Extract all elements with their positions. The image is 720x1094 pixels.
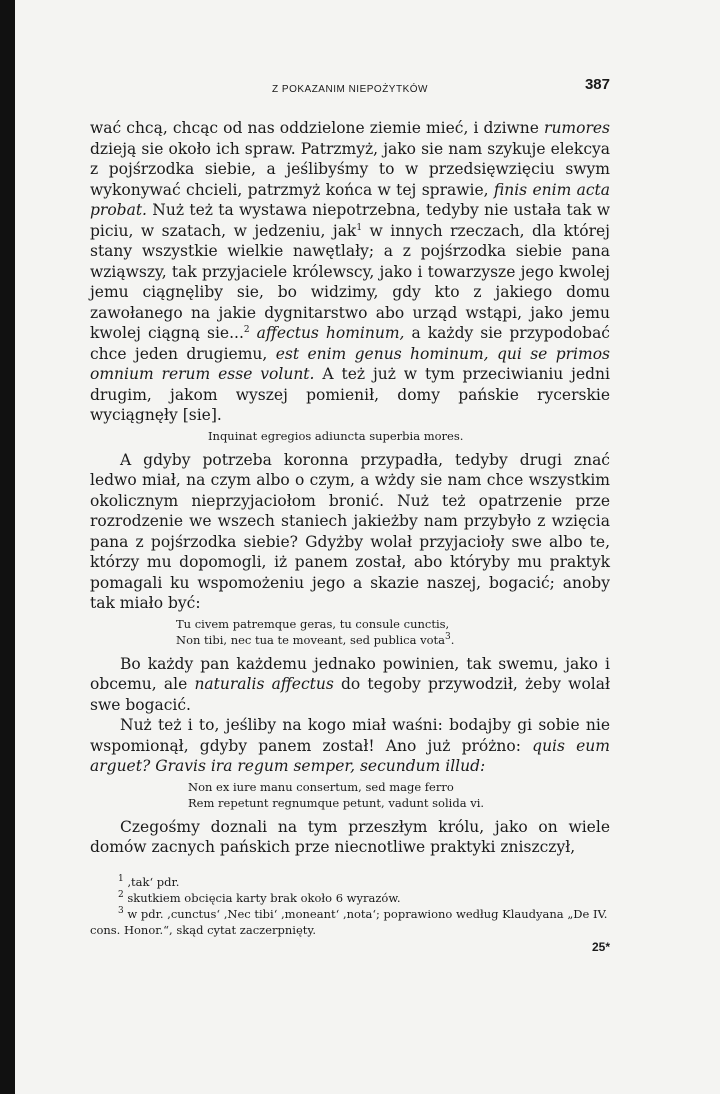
verse-quote-2 (90, 616, 610, 648)
verse-quote-3 (90, 779, 610, 811)
footnotes (90, 874, 610, 938)
running-head: Z POKAZANIM NIEPOŻYTKÓW (272, 84, 428, 95)
latin-phrase: quis eum arguet? Gravis ira regum semper, secundum illud: (90, 736, 610, 775)
verse-line: Non ex iure manu consertum, sed mage ferro (188, 779, 454, 794)
paragraph-4: Nuż też i to, jeśliby na kogo miał waśni: bodajby gi sobie nie wspomionął, gdyby panem został! Ano już próżno: quis eum arguet? Gravis ira regum semper, secundum illud: (90, 716, 610, 775)
footnote-ref-3: 3 (445, 631, 451, 642)
latin-phrase: rumores (544, 119, 610, 137)
latin-phrase: est enim genus hominum, qui se primos omnium rerum esse volunt. (90, 344, 610, 383)
verse-quote-1 (90, 428, 610, 444)
footnote-2: $^2$ skutkiem obcięcia karty brak około 6 wyrazów. (118, 889, 401, 905)
page-number: 387 (584, 76, 610, 93)
printer-signature: 25* (591, 939, 610, 954)
book-spine-edge (0, 0, 15, 1094)
verse-line: Rem repetunt regnumque petunt, vadunt solida vi. (188, 795, 485, 810)
paragraph-1: wać chcą, chcąc od nas oddzielone ziemie mieć, i dziwne rumores dzieją sie około ich spraw. Patrzmyż, jako sie nam szykuje elekcya z pojśrzodka siebie, a jeślibyśmy to w przedsięwzięciu swym wykonywać chcieli, patrzmyż końca w tej sprawie, finis enim acta probat. Nuż też ta wystawa niepotrzebna, tedyby nie ustała tak w piciu, w szatach, w jedzeniu, jak$^1$ w innych rzeczach, dla której stany wszystkie wielkie nawętlały; a z pojśrzodka siebie pana wziąwszy, tak przyjaciele królewscy, jako i towarzysze jego kwolej jemu ciągnęliby sie, bo widzimy, gdy kto z jakiego domu zawołanego na jakie dygnitarstwo abo urząd wstąpi, jako jemu kwolej ciągną sie...$^2$ affectus hominum, a każdy sie przypodobać chce jeden drugiemu, est enim genus hominum, qui se primos omnium rerum esse volunt. A też już w tym przeciwianiu jedni drugim, jakom wyszej pomienił, domy pańskie rycerskie wyciągnęły [sie]. (90, 119, 610, 424)
paragraph-5: Czegośmy doznali na tym przeszłym królu, jako on wiele domów zacnych pańskich prze niecnotliwe praktyki zniszczył, (90, 817, 610, 856)
paragraph-3: Bo każdy pan każdemu jednako powinien, tak swemu, jako i obcemu, ale naturalis affectus do tegoby przywodził, żeby wolał swe bogacić. (90, 654, 610, 714)
verse-line: Inquinat egregios adiuncta superbia mores. (208, 428, 464, 443)
verse-line: Non tibi, nec tua te moveant, sed publica vota$^3$. (176, 631, 455, 647)
document-page (90, 72, 610, 954)
latin-phrase: naturalis affectus (194, 675, 334, 693)
footnote-3: $^3$ w pdr. ‚cunctus‘ ‚Nec tibi‘ ‚moneant‘ ‚nota‘; poprawiono według Klaudyana „De IV. cons. Honor.“, skąd cytat zaczerpnięty. (90, 905, 608, 937)
verse-line: Tu civem patremque geras, tu consule cunctis, (176, 616, 450, 631)
page-header (90, 72, 610, 104)
footnote-ref-2: 2 (243, 324, 250, 335)
latin-phrase: affectus hominum, (249, 324, 405, 342)
body-text (90, 118, 610, 858)
latin-phrase: finis enim acta probat. (90, 180, 610, 219)
paragraph-2: A gdyby potrzeba koronna przypadła, tedyby drugi znać ledwo miał, na czym albo o czym, a wżdy sie nam chce wszystkim okolicznym nieprzyjaciołom bronić. Nuż też opatrzenie prze rozrodzenie we wszech staniech jakieżby nam przybyło z wzięcia pana z pojśrzodka siebie? Gdyżby wolał przyjacioły swe albo te, którzy mu dopomogli, iż panem został, abo któryby mu praktyk pomagali ku wspomożeniu jego a skazie naszej, bogacić; anoby tak miało być: (90, 450, 610, 612)
footnote-ref-1: 1 (356, 222, 363, 233)
footnote-1: $^1$ ‚tak‘ pdr. (118, 873, 180, 889)
